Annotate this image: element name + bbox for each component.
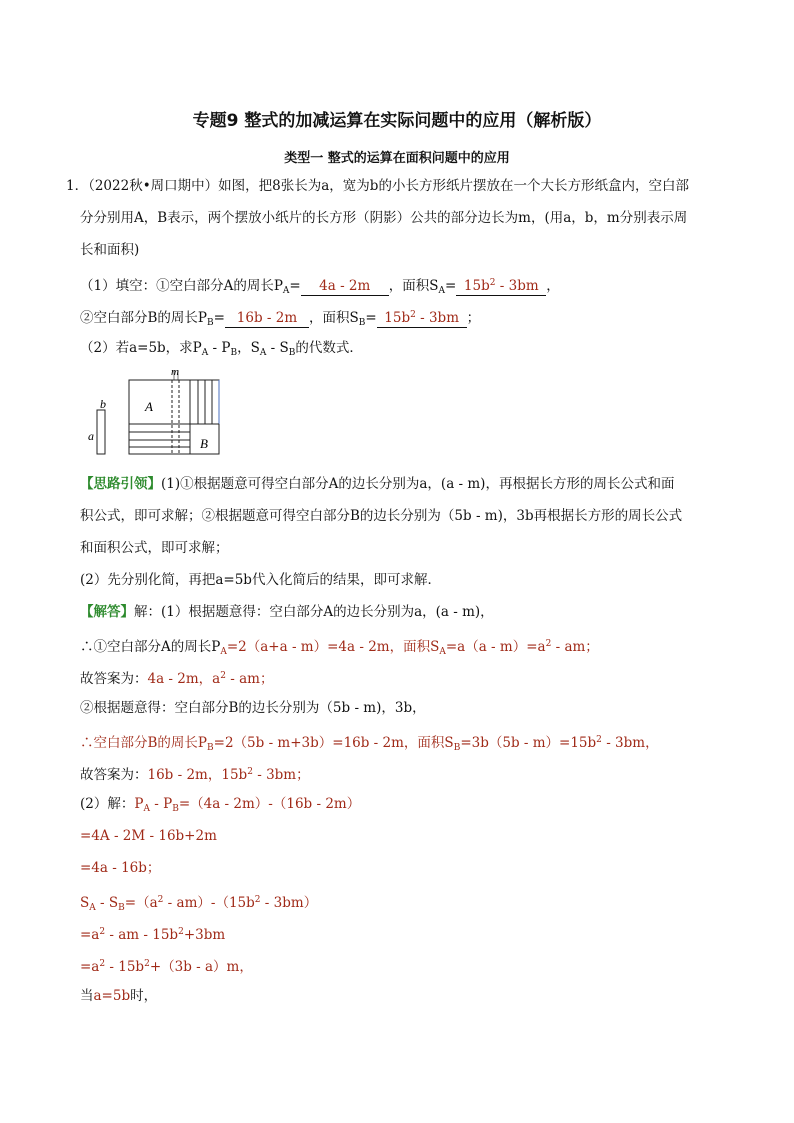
solution-line-9: =4a - 16b； bbox=[80, 860, 161, 876]
label-b: b bbox=[100, 397, 106, 411]
question-line-2: 分分别用A，B表示，两个摆放小纸片的长方形（阴影）公共的部分边长为m，(用a，b，m分别表示周 bbox=[80, 210, 688, 226]
solution-line-1: 【解答】解：(1）根据题意得：空白部分A的边长分别为a，(a - m)， bbox=[80, 604, 494, 620]
analysis-tag: 【思路引领】 bbox=[80, 476, 161, 492]
analysis-line-4: (2）先分别化简，再把a=5b代入化简后的结果，即可求解． bbox=[80, 572, 441, 588]
solution-line-5: ∴空白部分B的周长$P_B=2(5b - m+3b)=16b - 2m$，面积$S_B=3b(5b - m)=15b^2 - 3bm$， bbox=[80, 735, 659, 753]
big-rectangle bbox=[129, 366, 219, 454]
small-rectangle bbox=[88, 397, 106, 454]
answer-blank-pb: 16b - 2m bbox=[225, 309, 309, 328]
question-line-1: 1．（2022秋•周口期中）如图，把8张长为a，宽为b的小长方形纸片摆放在一个大长方形纸盒内，空白部 bbox=[66, 178, 689, 194]
solution-line-7: (2）解：$P_A - P_B=(4a - 2m)-(16b - 2m)$ bbox=[80, 796, 361, 814]
solution-line-13: 当a=5b时， bbox=[80, 988, 158, 1004]
answer-blank-sb: $15b^2 - 3bm$ bbox=[377, 306, 467, 328]
solution-line-2: ∴①空白部分A的周长$P_A=2(a+a - m)=4a - 2m$，面积$S_A=a(a - m)=a^2$ - am； bbox=[80, 639, 599, 657]
answer-blank-pa: 4a - 2m bbox=[301, 277, 389, 296]
solution-tag: 【解答】 bbox=[80, 604, 134, 620]
question-part-2: （2）若a=5b，求$P_A - P_B$，$S_A - S_B$的代数式． bbox=[80, 340, 363, 358]
question-part-1: （1）填空：①空白部分A的周长$P_A= 4a - 2m$ ，面积$S_A= 15b^2 - 3bm$ ， bbox=[80, 274, 560, 300]
solution-line-6: 故答案为：16b - 2m，$15b^2 - 3bm$； bbox=[80, 767, 310, 783]
question-part-1b: ②空白部分B的周长$P_B= 16b - 2m$ ，面积$S_B= 15b^2 - 3bm$ ； bbox=[80, 306, 480, 332]
label-B: B bbox=[200, 436, 208, 451]
solution-line-11: $=a^2$ - am - $15b^2+3bm$ bbox=[80, 927, 226, 943]
label-m: m bbox=[171, 366, 179, 378]
answer-blank-sa: $15b^2 - 3bm$ bbox=[456, 274, 546, 296]
section-subtitle: 类型一 整式的运算在面积问题中的应用 bbox=[284, 151, 510, 166]
analysis-line-2: 积公式，即可求解；②根据题意可得空白部分B的边长分别为（5b - m)，3b再根据长方形的周长公式 bbox=[80, 508, 683, 524]
solution-line-8: =4A - 2M - 16b+2m bbox=[80, 828, 217, 844]
solution-line-4: ②根据题意得：空白部分B的边长分别为（5b - m)，3b， bbox=[80, 700, 426, 716]
rectangle-figure bbox=[86, 364, 226, 460]
solution-line-3: 故答案为：4a - 2m，$a^2$ - am； bbox=[80, 671, 274, 687]
label-a: a bbox=[88, 429, 94, 443]
solution-line-10: $S_A - S_B=(a^2 - am)-(15b^2 - 3bm)$ bbox=[80, 895, 318, 913]
label-A: A bbox=[145, 399, 153, 414]
question-line-3: 长和面积) bbox=[80, 242, 140, 258]
analysis-line-3: 和面积公式，即可求解； bbox=[80, 540, 229, 556]
page-title: 专题9 整式的加减运算在实际问题中的应用（解析版） bbox=[192, 111, 602, 131]
analysis-line-1: 【思路引领】(1)①根据题意可得空白部分A的边长分别为a，(a - m)，再根据长方形的周长公式和面 bbox=[80, 476, 675, 492]
solution-line-12: $=a^2 - 15b^2+(3b - a)m$， bbox=[80, 959, 253, 975]
